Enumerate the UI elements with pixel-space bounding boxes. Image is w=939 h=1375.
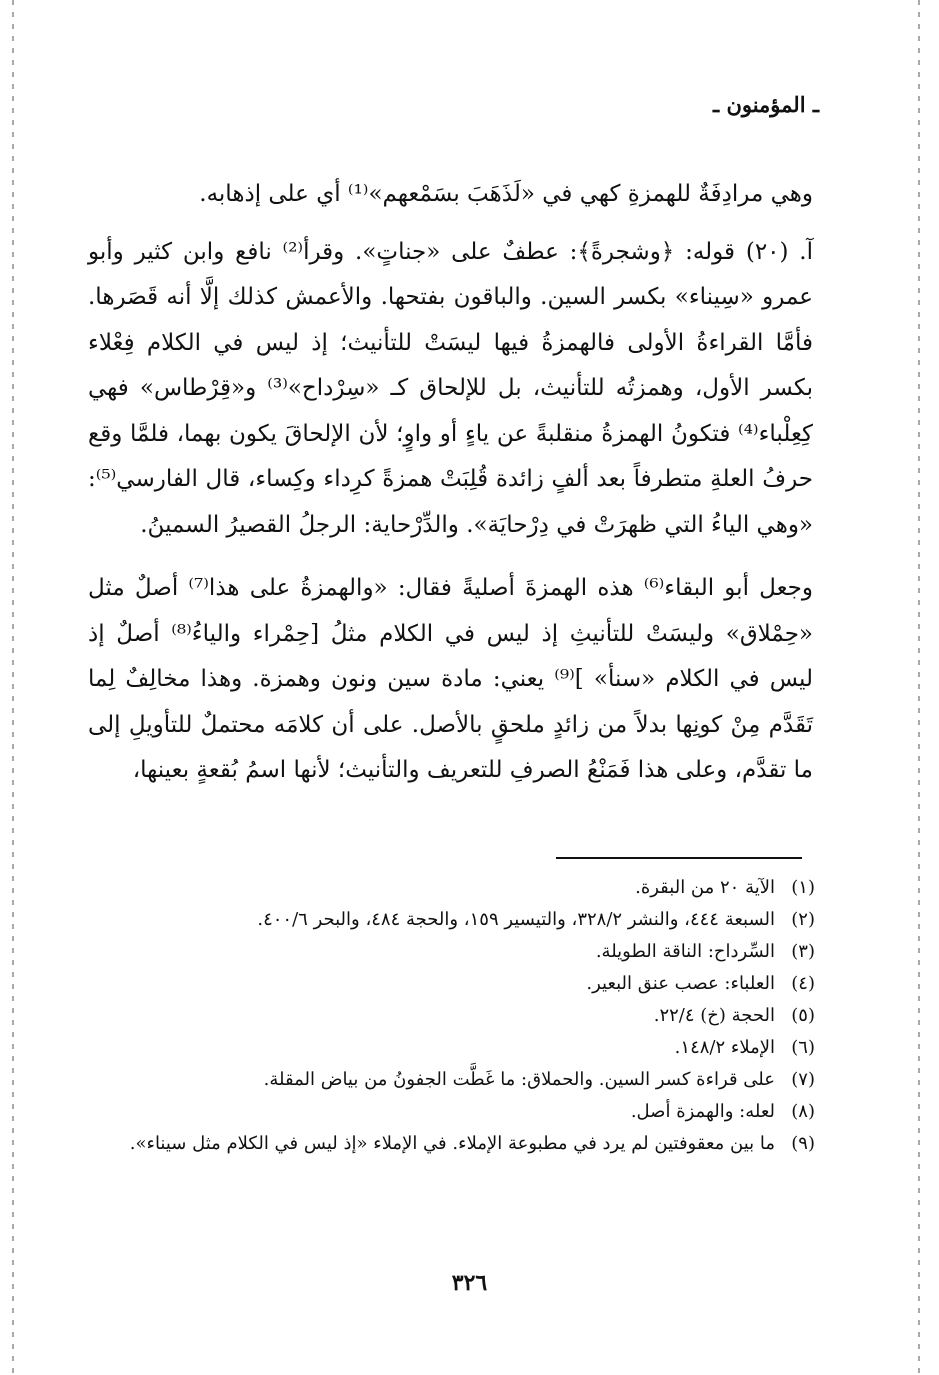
footnote-number: (٤) [791,973,815,994]
footnote-item [110,904,815,936]
left-margin-guide [12,0,14,1375]
paragraph-3: وجعل أبو البقاء⁽⁶⁾ هذه الهمزةَ أصليةً فقال: «والهمزةُ على هذا⁽⁷⁾ أصلٌ مثل «حِمْلاق» وليسَتْ للتأنيثِ إذ ليس في الكلام مثلُ [حِمْراء والياءُ⁽⁸⁾ أصلٌ إذ ليس في الكلام «سنأ» ]⁽⁹⁾ يعني: مادة سين ونون وهمزة. وهذا مخالِفٌ لِما تَقَدَّم مِنْ كونِها بدلاً من زائدٍ ملحقٍ بالأصل. على أن كلامَه محتملٌ للتأويلِ إلى ما تقدَّم، وعلى هذا فَمَنْعُ الصرفِ للتعريف والتأنيث؛ لأنها اسمُ بُقعةٍ بعينها، [88,575,813,783]
footnote-item [110,1096,815,1128]
footnote-item [110,936,815,968]
footnote-text: السِّرداح: الناقة الطويلة. [595,941,775,962]
footnote-item [110,872,815,904]
footnote-number: (٥) [791,1005,815,1026]
footnote-number: (٣) [791,941,815,962]
footnote-text: العلباء: عصب عنق البعير. [586,973,775,994]
footnote-text: على قراءة كسر السين. والحملاق: ما غَطَّت الجفونُ من بياض المقلة. [263,1069,775,1090]
footnote-text: الآية ٢٠ من البقرة. [635,877,775,898]
footnote-number: (٨) [791,1101,815,1122]
paragraph-1: وهي مرادِفَةٌ للهمزةِ كهي في «لَذَهَبَ بسَمْعهم»⁽¹⁾ أي على إذهابه. [199,181,813,207]
footnote-number: (٧) [791,1069,815,1090]
footnote-item [110,1128,815,1160]
footnote-number: (١) [791,877,815,898]
footnote-item [110,1064,815,1096]
footnotes [110,872,815,1160]
surah-title: ـ المؤمنون ـ [712,92,819,117]
footnote-text: ما بين معقوفتين لم يرد في مطبوعة الإملاء. في الإملاء «إذ ليس في الكلام مثل سيناء». [129,1133,775,1154]
page-number: ٣٢٦ [451,1270,488,1296]
footnote-text: الحجة (خ) ٢٢/٤. [653,1005,775,1026]
footnote-text: الإملاء ١٤٨/٢. [674,1037,775,1058]
footnote-number: (٦) [791,1037,815,1058]
paragraph-2: آ. (٢٠) قوله: ﴿وشجرةً﴾: عطفٌ على «جناتٍ». وقرأ⁽²⁾ نافع وابن كثير وأبو عمرو «سِيناء» بكسر السين. والباقون بفتحها. والأعمش كذلك إلَّا أنه قَصَرها. فأمَّا القراءةُ الأولى فالهمزةُ فيها ليسَتْ للتأنيث؛ إذ ليس في الكلام فِعْلاء بكسر الأول، وهمزتُه للتأنيث، بل للإلحاق كـ «سِرْداح»⁽³⁾ و«قِرْطاس» فهي كِعِلْباء⁽⁴⁾ فتكونُ الهمزةُ منقلبةً عن ياءٍ أو واوٍ؛ لأن الإلحاقَ يكون بهما، فلمَّا وقع حرفُ العلةِ متطرفاً بعد ألفٍ زائدة قُلِبَتْ همزةً كرِداء وكِساء، قال الفارسي⁽⁵⁾: «وهي الياءُ التي ظهرَتْ في دِرْحايَة». والدِّرْحاية: الرجلُ القصيرُ السمينُ. [88,238,813,538]
footnote-separator [556,857,802,859]
footnote-item [110,1000,815,1032]
footnote-number: (٢) [791,909,815,930]
footnote-text: السبعة ٤٤٤، والنشر ٣٢٨/٢، والتيسير ١٥٩، والحجة ٤٨٤، والبحر ٤٠٠/٦. [257,909,775,930]
footnote-item [110,968,815,1000]
footnote-text: لعله: والهمزة أصل. [630,1101,775,1122]
main-text [88,172,813,804]
right-margin-guide [918,0,920,1375]
footnote-number: (٩) [791,1133,815,1154]
footnote-item [110,1032,815,1064]
